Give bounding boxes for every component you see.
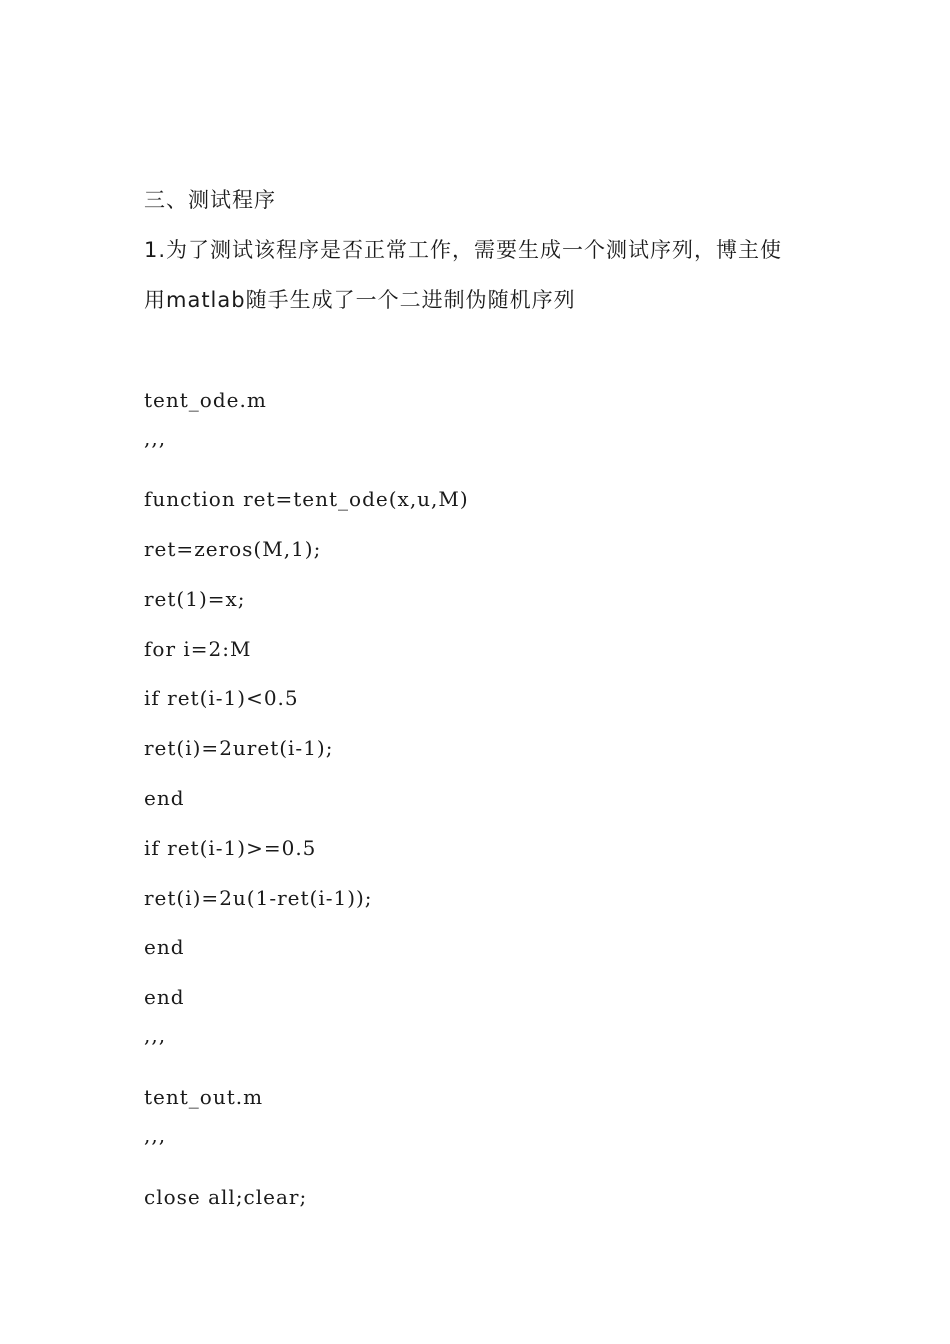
- code-line: ,,,: [144, 426, 167, 450]
- code-line: if ret(i-1)>=0.5: [144, 836, 317, 860]
- code-line: ,,,: [144, 1123, 167, 1147]
- code-line: function ret=tent_ode(x,u,M): [144, 487, 469, 511]
- code-line: ret=zeros(M,1);: [144, 537, 322, 561]
- section-heading: 三、测试程序: [144, 188, 276, 212]
- code-line: close all;clear;: [144, 1185, 308, 1209]
- paragraph-line: 1.为了测试该程序是否正常工作，需要生成一个测试序列，博主使: [144, 238, 783, 262]
- paragraph-line: 用matlab随手生成了一个二进制伪随机序列: [144, 288, 576, 312]
- code-line: end: [144, 935, 185, 959]
- code-line: tent_out.m: [144, 1085, 264, 1109]
- code-line: end: [144, 985, 185, 1009]
- code-line: ,,,: [144, 1023, 167, 1047]
- code-line: tent_ode.m: [144, 388, 267, 412]
- code-line: end: [144, 786, 185, 810]
- code-line: for i=2:M: [144, 637, 252, 661]
- code-line: if ret(i-1)<0.5: [144, 686, 299, 710]
- code-line: ret(i)=2uret(i-1);: [144, 736, 334, 760]
- code-line: ret(1)=x;: [144, 587, 246, 611]
- code-line: ret(i)=2u(1-ret(i-1));: [144, 886, 373, 910]
